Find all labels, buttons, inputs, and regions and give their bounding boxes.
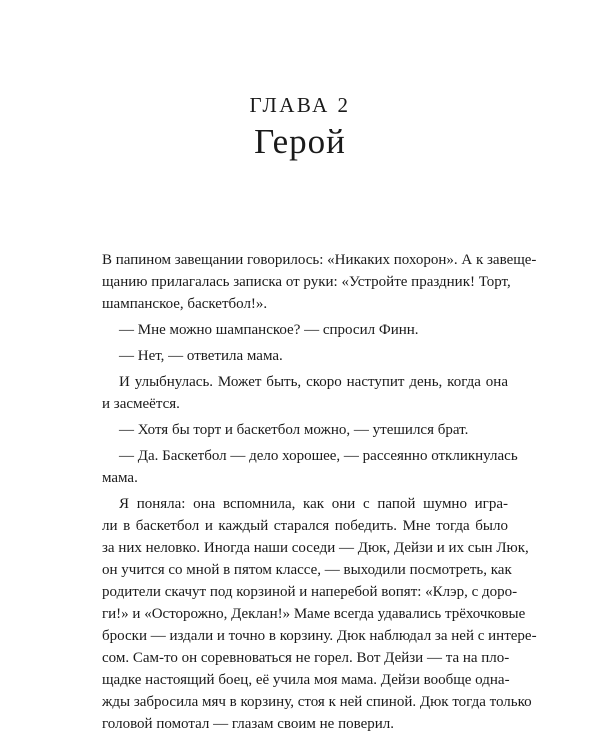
text-line: за них неловко. Иногда наши соседи — Дюк, Дейзи и их сын Люк,: [102, 540, 529, 556]
text-line: щадке настоящий боец, её учила моя мама. Дейзи вообще одна-: [102, 672, 510, 688]
chapter-title: Герой: [254, 122, 346, 161]
text-line: родители скачут под корзиной и наперебой вопят: «Клэр, с доро-: [102, 584, 518, 600]
dialogue-line: — Да. Баскетбол — дело хорошее, — рассеянно откликнулась: [119, 448, 518, 464]
text-line: шампанское, баскетбол!».: [102, 296, 268, 312]
body-text: [102, 249, 537, 735]
text-line: В папином завещании говорилось: «Никаких похорон». А к завеще-: [102, 252, 537, 268]
dialogue-line: — Мне можно шампанское? — спросил Финн.: [119, 322, 419, 338]
text-line: жды забросила мяч в корзину, стоя к ней спиной. Дюк тогда только: [102, 694, 532, 710]
text-line: сом. Сам-то он соревноваться не горел. Вот Дейзи — та на пло-: [102, 650, 510, 666]
text-line: броски — издали и точно в корзину. Дюк наблюдал за ней с интере-: [102, 628, 537, 644]
text-line: он учится со мной в пятом классе, — выходили посмотреть, как: [102, 562, 512, 578]
text-line: ги!» и «Осторожно, Деклан!» Маме всегда удавались трёхочковые: [102, 606, 526, 622]
text-line: И улыбнулась. Может быть, скоро наступит день, когда она: [119, 374, 508, 390]
text-line: ли в баскетбол и каждый старался победить. Мне тогда было: [102, 518, 508, 534]
text-line: Я поняла: она вспомнила, как они с папой шумно игра-: [119, 496, 508, 512]
text-line: щанию прилагалась записка от руки: «Устройте праздник! Торт,: [102, 274, 511, 290]
dialogue-line: — Нет, — ответила мама.: [119, 348, 283, 364]
text-line: мама.: [102, 470, 138, 486]
text-line: головой помотал — глазам своим не поверил.: [102, 716, 395, 732]
text-line: и засмеётся.: [102, 396, 180, 412]
dialogue-line: — Хотя бы торт и баскетбол можно, — утешился брат.: [119, 422, 469, 438]
chapter-number: ГЛАВА 2: [249, 93, 351, 117]
